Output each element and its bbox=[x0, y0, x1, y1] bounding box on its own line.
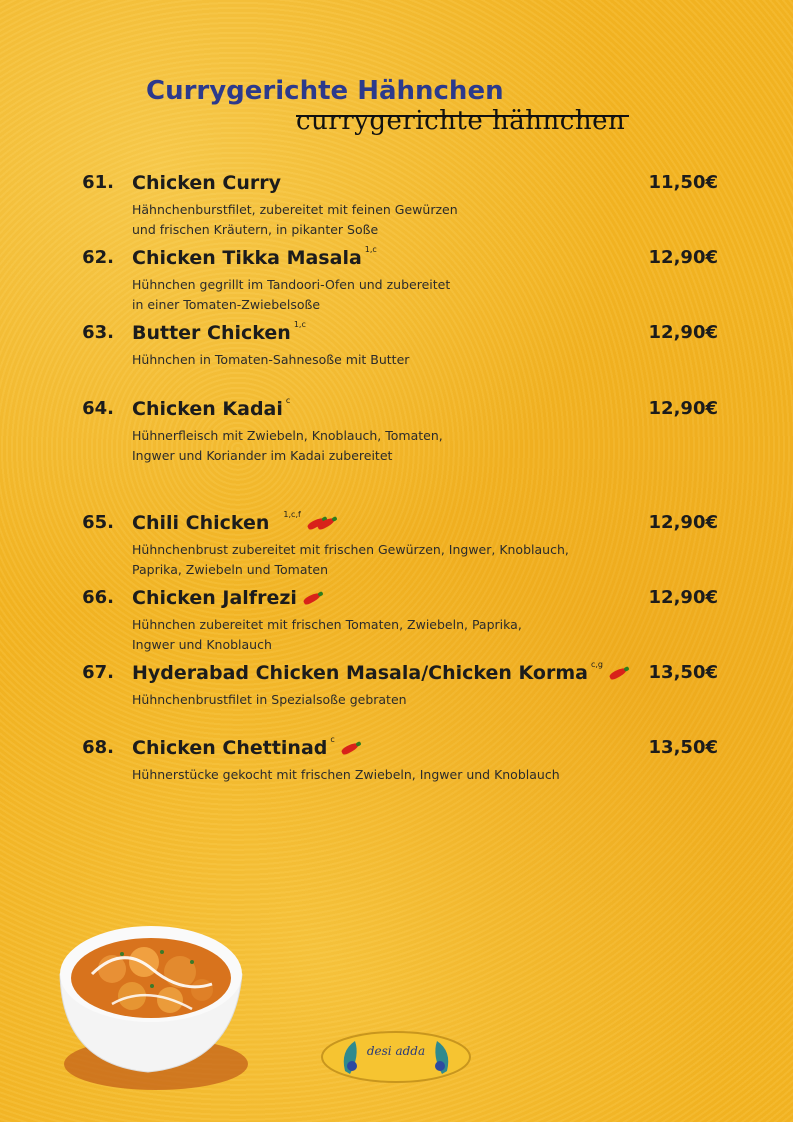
item-number: 61. bbox=[82, 172, 114, 193]
item-number: 67. bbox=[82, 662, 114, 683]
item-price: 11,50€ bbox=[648, 172, 718, 193]
chili-icon bbox=[301, 593, 323, 605]
item-description bbox=[132, 765, 652, 785]
item-price: 12,90€ bbox=[648, 587, 718, 608]
description-line: Hühnchenbrust zubereitet mit frischen Gewürzen, Ingwer, Knoblauch, bbox=[132, 542, 569, 557]
item-name bbox=[132, 247, 377, 269]
item-price: 12,90€ bbox=[648, 512, 718, 533]
item-number: 63. bbox=[82, 322, 114, 343]
item-description bbox=[132, 200, 652, 240]
item-description bbox=[132, 350, 652, 370]
item-number: 62. bbox=[82, 247, 114, 268]
item-description bbox=[132, 426, 652, 466]
description-line: Ingwer und Knoblauch bbox=[132, 637, 272, 652]
item-name bbox=[132, 512, 337, 534]
allergen-codes: 1,c,f bbox=[283, 510, 301, 519]
item-number: 65. bbox=[82, 512, 114, 533]
item-price: 13,50€ bbox=[648, 737, 718, 758]
allergen-codes: 1,c bbox=[364, 245, 377, 254]
item-name bbox=[132, 322, 306, 344]
item-name-text: Hyderabad Chicken Masala/Chicken Korma bbox=[132, 662, 588, 684]
item-name-text: Chili Chicken bbox=[132, 512, 270, 534]
item-name bbox=[132, 398, 290, 420]
item-name bbox=[132, 172, 281, 194]
item-price: 12,90€ bbox=[648, 398, 718, 419]
description-line: Paprika, Zwiebeln und Tomaten bbox=[132, 562, 329, 577]
description-line: Hühnerstücke gekocht mit frischen Zwiebeln, Ingwer und Knoblauch bbox=[132, 767, 560, 782]
description-line: Hähnchenburstfilet, zubereitet mit feinen Gewürzen bbox=[132, 202, 458, 217]
item-name-text: Chicken Chettinad bbox=[132, 737, 328, 759]
allergen-codes: 1,c bbox=[293, 320, 306, 329]
description-line: in einer Tomaten-Zwiebelsoße bbox=[132, 297, 321, 312]
item-name-text: Chicken Tikka Masala bbox=[132, 247, 362, 269]
item-number: 68. bbox=[82, 737, 114, 758]
chili-icon bbox=[607, 668, 629, 680]
item-name-text: Butter Chicken bbox=[132, 322, 291, 344]
allergen-codes: c bbox=[330, 735, 335, 744]
logo-text: desi adda bbox=[366, 1044, 426, 1058]
item-description bbox=[132, 615, 652, 655]
description-line: Hühnchen gegrillt im Tandoori-Ofen und zubereitet bbox=[132, 277, 451, 292]
curry-bowl-image bbox=[52, 914, 248, 1094]
item-number: 64. bbox=[82, 398, 114, 419]
item-price: 12,90€ bbox=[648, 322, 718, 343]
item-name-text: Chicken Curry bbox=[132, 172, 281, 194]
allergen-codes: c bbox=[285, 396, 291, 405]
item-price: 12,90€ bbox=[648, 247, 718, 268]
chili-icon bbox=[339, 743, 361, 755]
item-number: 66. bbox=[82, 587, 114, 608]
description-line: Hühnchenbrustfilet in Spezialsoße gebraten bbox=[132, 692, 407, 707]
description-line: Hühnerfleisch mit Zwiebeln, Knoblauch, Tomaten, bbox=[132, 428, 443, 443]
item-name bbox=[132, 662, 629, 684]
item-description bbox=[132, 540, 652, 580]
allergen-codes: c,g bbox=[590, 660, 603, 669]
chili-icon bbox=[315, 518, 337, 530]
page-title: Currygerichte Hähnchen bbox=[146, 76, 504, 106]
description-line: Hühnchen in Tomaten-Sahnesoße mit Butter bbox=[132, 352, 410, 367]
description-line: und frischen Kräutern, in pikanter Soße bbox=[132, 222, 379, 237]
item-name-text: Chicken Kadai bbox=[132, 398, 283, 420]
item-price: 13,50€ bbox=[648, 662, 718, 683]
item-description bbox=[132, 275, 652, 315]
item-name bbox=[132, 737, 361, 759]
item-name-text: Chicken Jalfrezi bbox=[132, 587, 297, 609]
restaurant-logo bbox=[320, 1026, 472, 1084]
page-script-title: currygerichte hähnchen bbox=[296, 106, 626, 136]
item-name bbox=[132, 587, 323, 609]
item-description bbox=[132, 690, 652, 710]
description-line: Hühnchen zubereitet mit frischen Tomaten, Zwiebeln, Paprika, bbox=[132, 617, 522, 632]
description-line: Ingwer und Koriander im Kadai zubereitet bbox=[132, 448, 393, 463]
